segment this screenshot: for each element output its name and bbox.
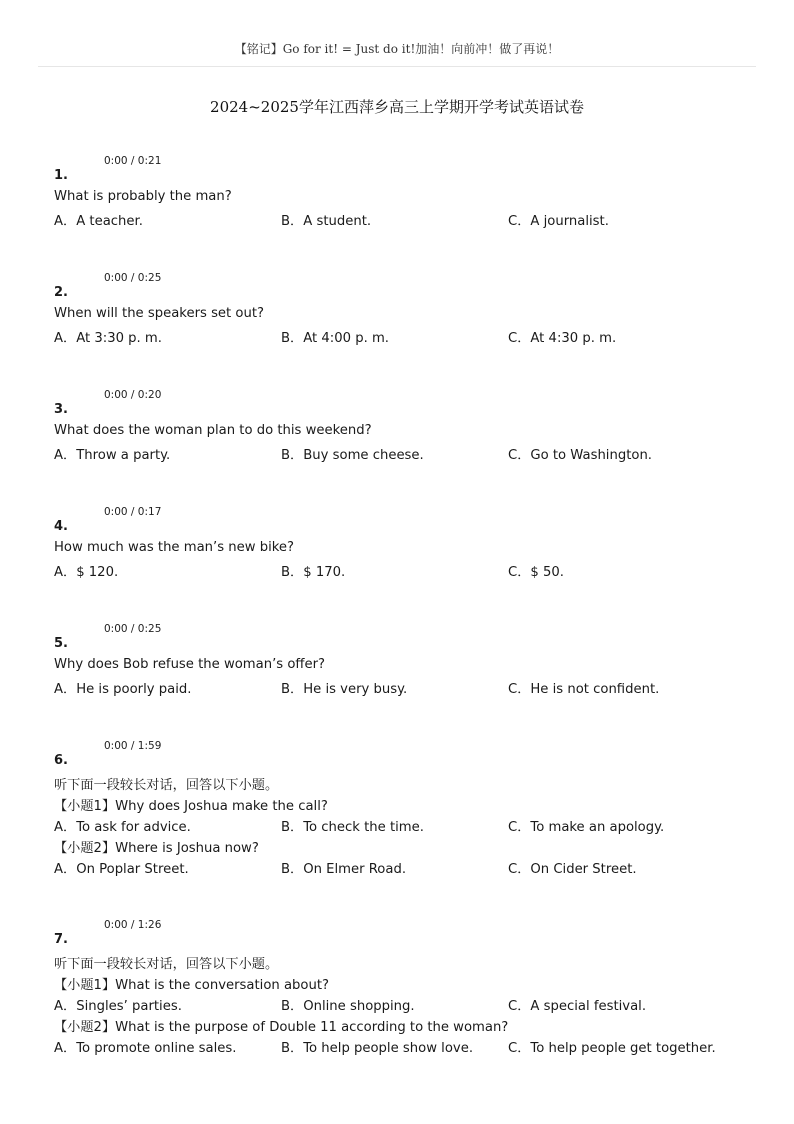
question-number: 6.: [54, 753, 68, 768]
question-prompt: Why does Bob refuse the woman’s offer?: [54, 657, 326, 672]
option-b: B．$ 170.: [281, 565, 346, 580]
question-prompt: What does the woman plan to do this weekend?: [54, 423, 372, 438]
option-a: A．To promote online sales.: [54, 1041, 237, 1056]
audio-player-time[interactable]: 0:00 / 0:25: [104, 623, 162, 635]
page-header-motto: 【铭记】Go for it! = Just do it!加油！向前冲！做了再说！: [234, 42, 560, 56]
subquestion-prompt: 【小题2】Where is Joshua now?: [54, 841, 259, 856]
option-b: B．A student.: [281, 214, 372, 229]
subquestion-prompt: 【小题1】What is the conversation about?: [54, 978, 330, 993]
question-instruction: 听下面一段较长对话，回答以下小题。: [54, 957, 279, 972]
option-b: B．He is very busy.: [281, 682, 408, 697]
audio-player-time[interactable]: 0:00 / 1:26: [104, 919, 162, 931]
option-a: A．$ 120.: [54, 565, 119, 580]
subquestion-prompt: 【小题1】Why does Joshua make the call?: [54, 799, 328, 814]
option-c: C．A journalist.: [508, 214, 609, 229]
option-a: A．At 3:30 p. m.: [54, 331, 162, 346]
question-prompt: When will the speakers set out?: [54, 306, 265, 321]
option-a: A．Throw a party.: [54, 448, 171, 463]
option-b: B．On Elmer Road.: [281, 862, 407, 877]
option-c: C．$ 50.: [508, 565, 564, 580]
question-number: 3.: [54, 402, 68, 417]
option-b: B．Buy some cheese.: [281, 448, 424, 463]
option-a: A．To ask for advice.: [54, 820, 191, 835]
option-c: C．A special festival.: [508, 999, 647, 1014]
option-a: A．Singles’ parties.: [54, 999, 182, 1014]
option-c: C．On Cider Street.: [508, 862, 637, 877]
option-b: B．Online shopping.: [281, 999, 415, 1014]
option-c: C．To help people get together.: [508, 1041, 716, 1056]
option-c: C．Go to Washington.: [508, 448, 652, 463]
question-prompt: How much was the man’s new bike?: [54, 540, 295, 555]
header-divider: [38, 66, 756, 67]
option-a: A．He is poorly paid.: [54, 682, 192, 697]
question-prompt: What is probably the man?: [54, 189, 232, 204]
audio-player-time[interactable]: 0:00 / 0:20: [104, 389, 162, 401]
question-instruction: 听下面一段较长对话，回答以下小题。: [54, 778, 279, 793]
audio-player-time[interactable]: 0:00 / 1:59: [104, 740, 162, 752]
audio-player-time[interactable]: 0:00 / 0:21: [104, 155, 162, 167]
option-c: C．To make an apology.: [508, 820, 665, 835]
option-b: B．At 4:00 p. m.: [281, 331, 389, 346]
question-number: 1.: [54, 168, 68, 183]
page-title: 2024~2025学年江西萍乡高三上学期开学考试英语试卷: [210, 98, 584, 116]
option-a: A．On Poplar Street.: [54, 862, 189, 877]
option-b: B．To check the time.: [281, 820, 424, 835]
question-number: 5.: [54, 636, 68, 651]
option-b: B．To help people show love.: [281, 1041, 474, 1056]
option-c: C．He is not confident.: [508, 682, 660, 697]
question-number: 2.: [54, 285, 68, 300]
audio-player-time[interactable]: 0:00 / 0:25: [104, 272, 162, 284]
audio-player-time[interactable]: 0:00 / 0:17: [104, 506, 162, 518]
question-number: 7.: [54, 932, 68, 947]
option-a: A．A teacher.: [54, 214, 143, 229]
option-c: C．At 4:30 p. m.: [508, 331, 617, 346]
question-number: 4.: [54, 519, 68, 534]
subquestion-prompt: 【小题2】What is the purpose of Double 11 according to the woman?: [54, 1020, 509, 1035]
